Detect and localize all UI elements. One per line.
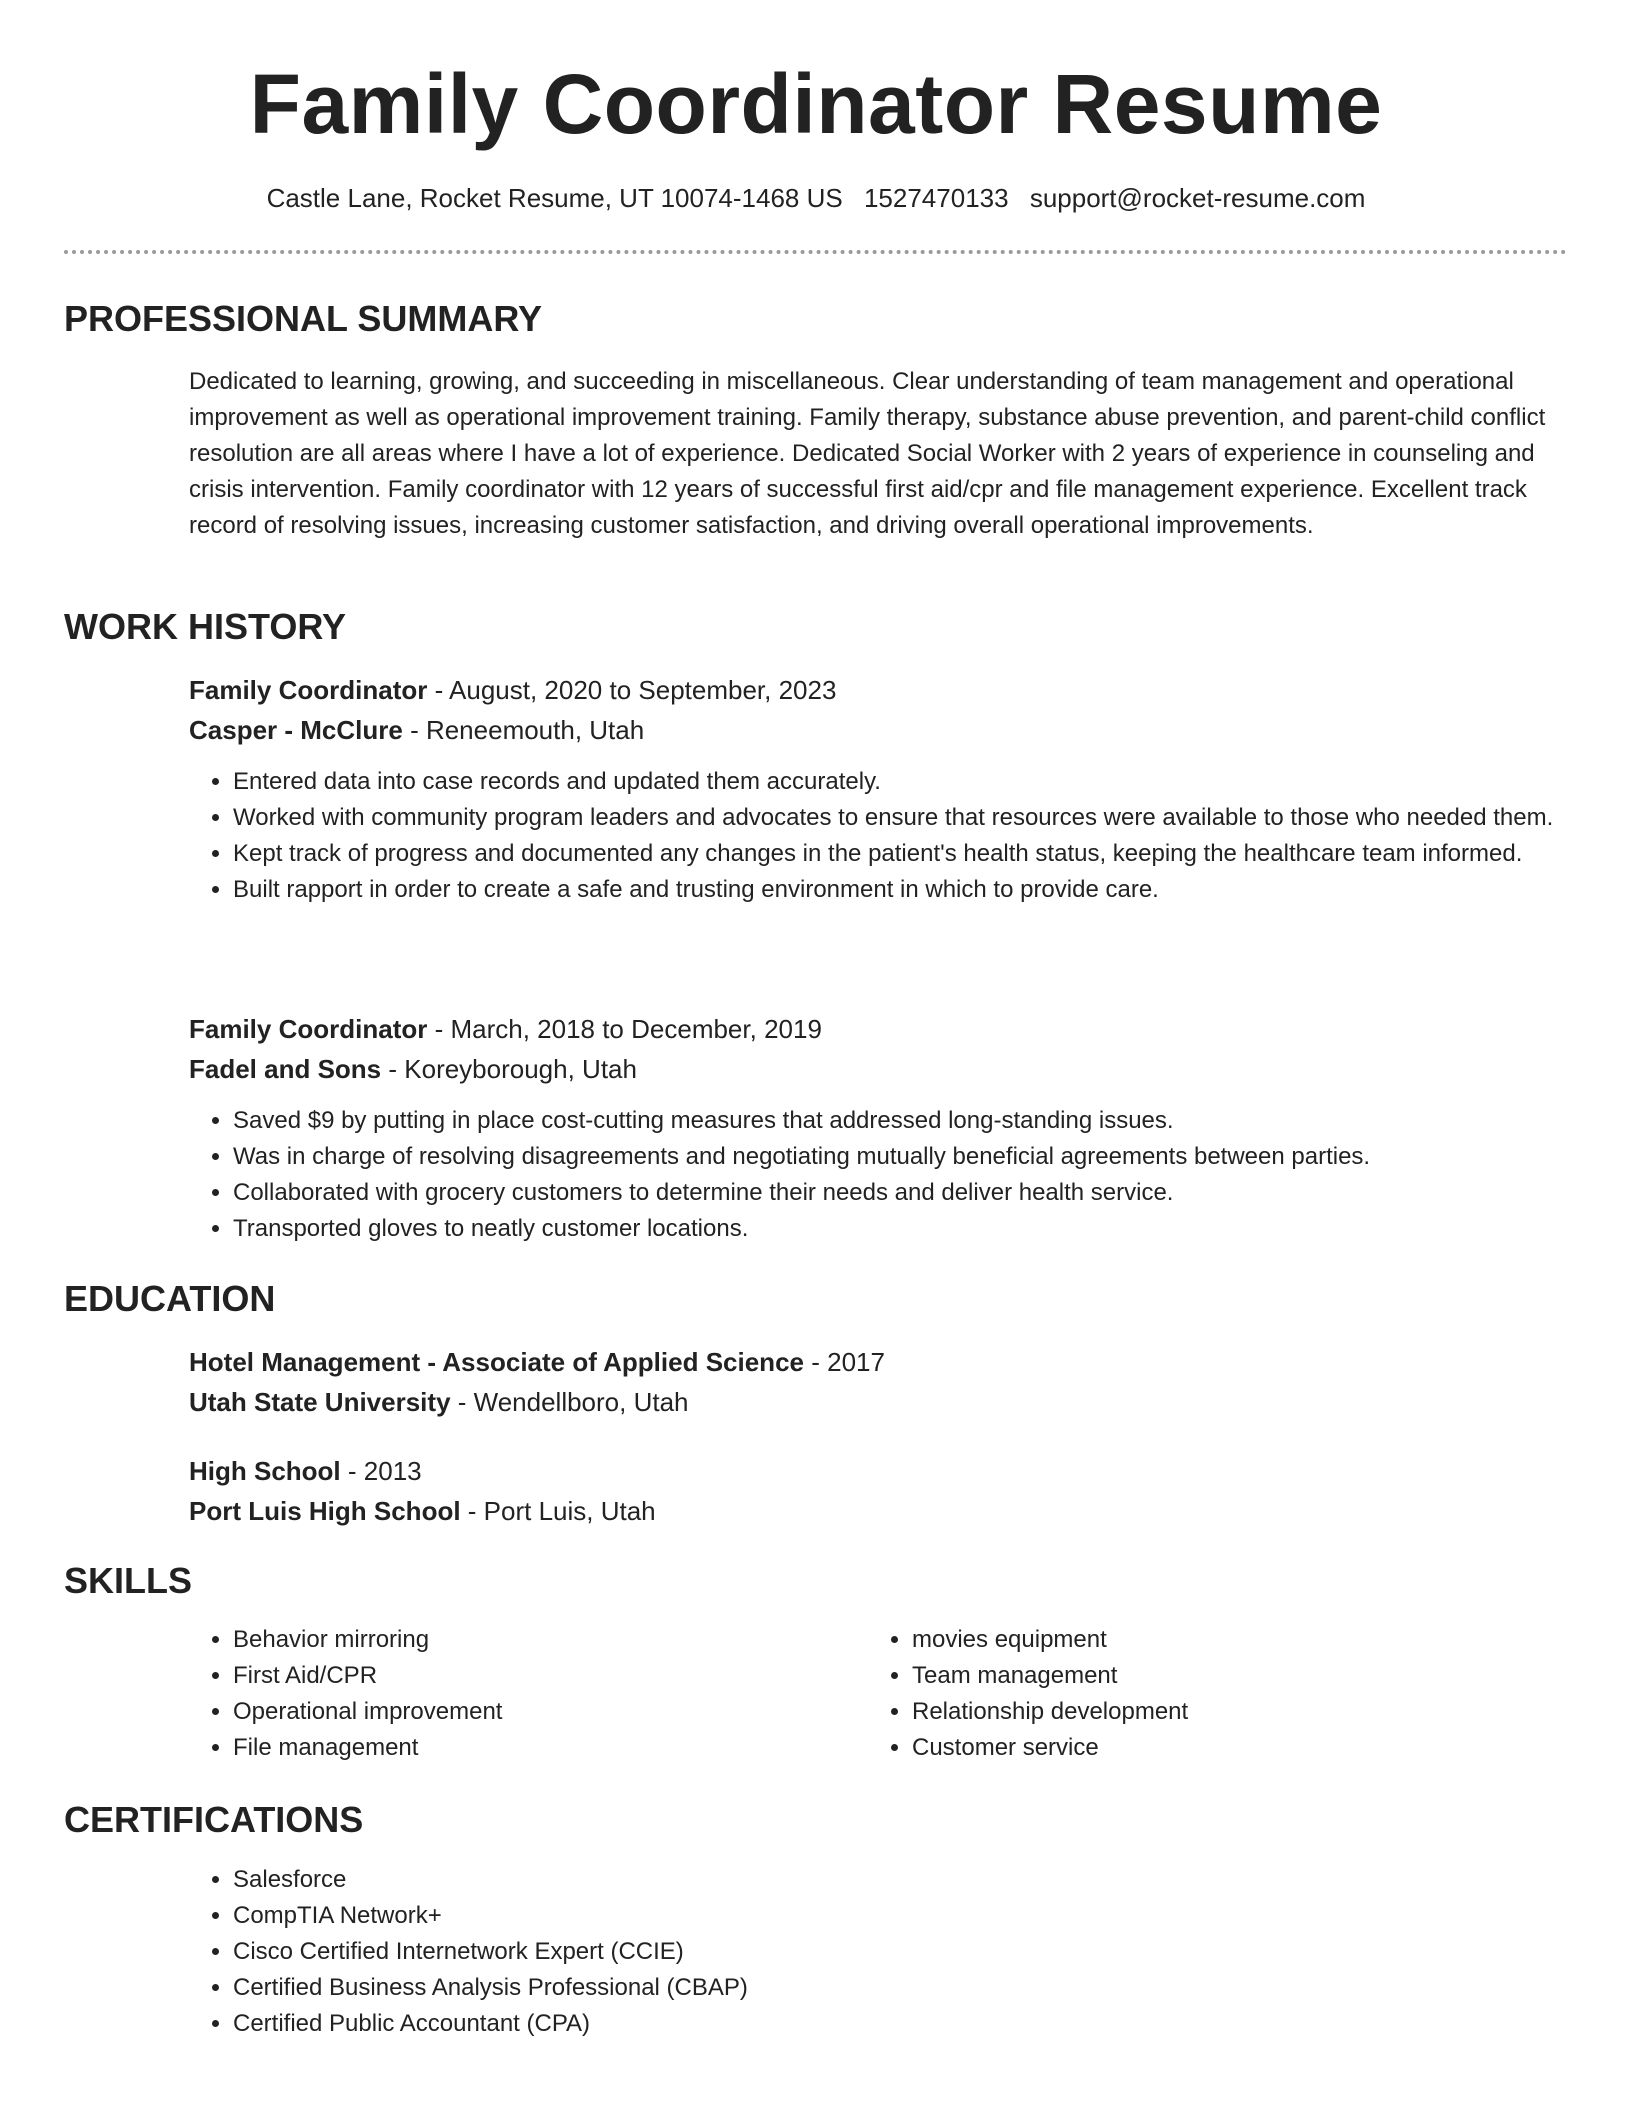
job-title-line: [189, 670, 1569, 710]
list-item: • Built rapport in order to create a safe and trusting environment in which to provide care.: [233, 872, 1569, 908]
list-item: • Team management: [912, 1658, 1468, 1694]
contact-phone: 1527470133: [863, 183, 1009, 213]
certifications-list: [189, 1862, 1569, 2042]
section-title-education: EDUCATION: [64, 1278, 276, 1319]
list-item: • Certified Business Analysis Professional (CBAP): [233, 1970, 1569, 2006]
list-item: • First Aid/CPR: [233, 1658, 789, 1694]
education-year: - 2017: [804, 1347, 885, 1377]
education-school-line: [189, 1491, 1569, 1531]
list-item: • File management: [233, 1730, 789, 1766]
job-company: Fadel and Sons: [189, 1054, 382, 1084]
education-entry: [189, 1451, 1569, 1531]
job-title-line: [189, 1009, 1569, 1049]
list-item: • Certified Public Accountant (CPA): [233, 2006, 1569, 2042]
job-entry: [189, 1009, 1569, 1247]
list-item: • Operational improvement: [233, 1694, 789, 1730]
skills-list: [868, 1622, 1468, 1766]
summary-text: Dedicated to learning, growing, and succeeding in miscellaneous. Clear understanding of team management and operational improvement as well as operational improvement training. Family therapy, substance abuse prevention, and parent-child conflict resolution are all areas where I have a lot of experience. Dedicated Social Worker with 2 years of experience in counseling and crisis intervention. Family coordinator with 12 years of successful first aid/cpr and file management experience. Excellent track record of resolving issues, increasing customer satisfaction, and driving overall operational improvements.: [189, 368, 1546, 539]
education-location: - Port Luis, Utah: [460, 1496, 656, 1526]
summary-block: [189, 364, 1567, 544]
section-title-work-history: WORK HISTORY: [64, 606, 347, 647]
education-location: - Wendellboro, Utah: [450, 1387, 689, 1417]
education-school: Utah State University: [189, 1387, 451, 1417]
job-company-line: [189, 1049, 1569, 1089]
education-degree-line: [189, 1342, 1569, 1382]
job-dates: - August, 2020 to September, 2023: [427, 675, 837, 705]
certifications-block: [189, 1862, 1569, 2042]
job-location: - Reneemouth, Utah: [402, 715, 645, 745]
job-entry: [189, 670, 1569, 908]
list-item: • Transported gloves to neatly customer locations.: [233, 1211, 1569, 1247]
header-divider: [64, 250, 1567, 254]
job-company-line: [189, 710, 1569, 750]
education-degree: Hotel Management - Associate of Applied Science: [189, 1347, 804, 1377]
section-title-skills: SKILLS: [64, 1560, 193, 1601]
contact-email[interactable]: support@rocket-resume.com: [1029, 183, 1366, 213]
skills-column-right: [868, 1622, 1468, 1766]
job-company: Casper - McClure: [189, 715, 403, 745]
job-role: Family Coordinator: [189, 1014, 428, 1044]
list-item: • Kept track of progress and documented any changes in the patient's health status, keeping the healthcare team informed.: [233, 836, 1569, 872]
list-item: • Was in charge of resolving disagreements and negotiating mutually beneficial agreements between parties.: [233, 1139, 1569, 1175]
list-item: • Saved $9 by putting in place cost-cutting measures that addressed long-standing issues.: [233, 1103, 1569, 1139]
job-location: - Koreyborough, Utah: [381, 1054, 637, 1084]
education-entry: [189, 1342, 1569, 1422]
job-dates: - March, 2018 to December, 2019: [427, 1014, 822, 1044]
list-item: • Cisco Certified Internetwork Expert (CCIE): [233, 1934, 1569, 1970]
list-item: • Behavior mirroring: [233, 1622, 789, 1658]
job-bullets: [189, 1103, 1569, 1247]
skills-list: [189, 1622, 789, 1766]
job-role: Family Coordinator: [189, 675, 428, 705]
list-item: • Worked with community program leaders and advocates to ensure that resources were available to those who needed them.: [233, 800, 1569, 836]
education-degree: High School: [189, 1456, 341, 1486]
list-item: • movies equipment: [912, 1622, 1468, 1658]
job-bullets: [189, 764, 1569, 908]
education-degree-line: [189, 1451, 1569, 1491]
list-item: • Customer service: [912, 1730, 1468, 1766]
list-item: • Salesforce: [233, 1862, 1569, 1898]
education-year: - 2013: [340, 1456, 422, 1486]
education-school: Port Luis High School: [189, 1496, 461, 1526]
list-item: • Relationship development: [912, 1694, 1468, 1730]
resume-title: Family Coordinator Resume: [249, 57, 1383, 151]
skills-column-left: [189, 1622, 789, 1766]
section-title-certifications: CERTIFICATIONS: [64, 1799, 364, 1840]
section-title-summary: PROFESSIONAL SUMMARY: [64, 298, 543, 339]
list-item: • Entered data into case records and updated them accurately.: [233, 764, 1569, 800]
list-item: • CompTIA Network+: [233, 1898, 1569, 1934]
list-item: • Collaborated with grocery customers to determine their needs and deliver health service.: [233, 1175, 1569, 1211]
education-school-line: [189, 1382, 1569, 1422]
contact-address: Castle Lane, Rocket Resume, UT 10074-1468 US: [266, 183, 843, 213]
contact-info: [0, 180, 1632, 216]
